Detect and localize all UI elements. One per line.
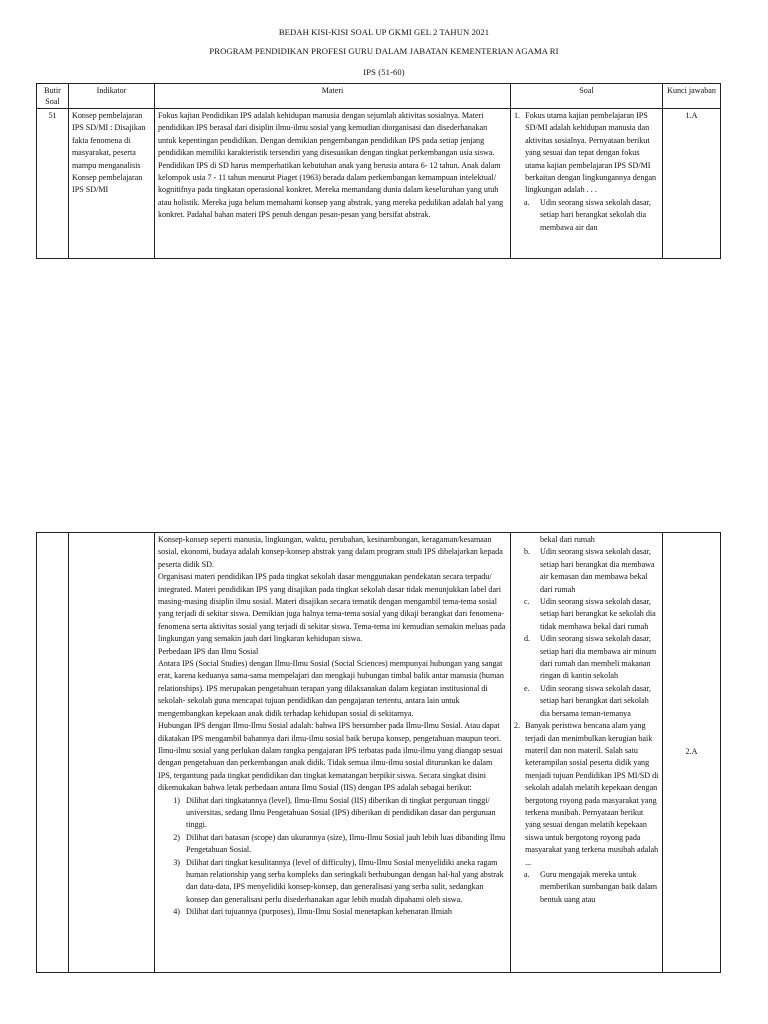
answer-option [524, 633, 659, 683]
option-label: d. [524, 634, 531, 644]
option-text: Udin seorang siswa sekolah dasar, setiap hari dia membawa air minum dari rumah dan membeli makanan ringan di kantin sekolah [540, 634, 657, 681]
soal-cell [511, 533, 663, 973]
table-row [37, 533, 721, 973]
table-row [37, 109, 721, 259]
list-item [164, 906, 507, 918]
doc-section: IPS (51-60) [363, 67, 405, 77]
answer-option [524, 546, 659, 596]
option-label: c. [524, 597, 530, 607]
question-text: Fokus utama kajian pembelajaran IPS SD/MI adalah kehidupan manusia dan aktivitas sosialnya. Pernyataan berikut yang sesuai dan tepat dengan fokus utama kajian pembelajaran IPS SD/MI berkaitan dengan lingkungannya dengan lingkungan adalah . . . [525, 111, 657, 195]
materi-cell [155, 533, 511, 973]
doc-title: BEDAH KISI-KISI SOAL UP GKMI GEL 2 TAHUN 2021 [278, 27, 490, 37]
list-item [164, 795, 507, 832]
answer-option [524, 683, 659, 720]
option-continuation: bekal dari rumah [540, 535, 595, 544]
option-text: Guru mengajak mereka untuk memberikan sumbangan baik dalam bentuk uang atau [540, 869, 658, 904]
indikator-cell: Konsep pembelajaran IPS SD/MI : Disajikan fakta fenomena di masyarakat, peserta mampu menganalisis Konsep pembelajaran IPS SD/MI [69, 109, 155, 259]
materi-paragraph: Konsep-konsep seperti manusia, lingkungan, waktu, perubahan, kesinambungan, keragaman/kesamaan sosial, ekonomi, budaya adalah konsep-konsep abstrak yang dalam program studi IPS dibelajarkan kepada peserta didik SD. [158, 535, 503, 569]
kunci-cell: 2.A [663, 533, 721, 973]
table-header-row [37, 84, 721, 109]
butir-number: 51 [37, 109, 69, 259]
list-item [164, 832, 507, 857]
butir-cell-empty [37, 533, 69, 973]
kisi-table-continued [36, 532, 721, 973]
question-number: 2. [514, 721, 521, 731]
list-text: Dilihat dari batasan (scope) dan ukurannya (size), Ilmu-Ilmu Sosial jauh lebih luas dibanding Ilmu Pengetahuan Sosial. [186, 832, 506, 855]
materi-paragraph: Organisasi materi pendidikan IPS pada tingkat sekolah dasar menggunakan pendekatan secara terpadu/ integrated. Materi pendidikan IPS yang disajikan pada tingkat sekolah dasar tidak menunjukkan label dari masing-masing disiplin ilmu sosial. Materi disajikan secara tematik dengan mengambil tema-tema sosial yang terjadi di sekitar siswa. Demikian juga halnya tema-tema sosial yang dikaji berangkat dari fenomena-fenomena serta aktivitas sosial yang terjadi di sekitar siswa. Tema-tema ini kemudian semakin meluas pada lingkungan yang semakin jauh dari lingkaran kehidupan siswa. [158, 572, 506, 644]
materi-cell: Fokus kajian Pendidikan IPS adalah kehidupan manusia dengan sejumlah aktivitas sosialnya. Materi pendidikan IPS berasal dari disiplin ilmu-ilmu sosial yang kemudian diorganisasi dan disederhanakan untuk kepentingan pendidikan. Dengan demikian pengembangan pendidikan IPS pada setiap jenjang pendidikan memiliki karakteristik tersendiri yang disesuaikan dengan tingkat perkembangan usia siswa. Pendidikan IPS di SD harus memperhatikan kebutuhan anak yang berusia antara 6- 12 tahun. Anak dalam kelompok usia 7 - 11 tahun menurut Piaget (1963) berada dalam perkembangan kemampuan intelektual/ kognitifnya pada tingkatan operasional konkret. Mereka memandang dunia dalam keseluruhan yang utuh atau holistik. Mereka juga belum memahami konsep yang abstrak, yang mereka pedulikan adalah hal yang konkret. Padahal bahan materi IPS penuh dengan pesan-pesan yang bersifat abstrak. [155, 109, 511, 259]
list-text: Dilihat dari tingkat kesulitannya (level of difficulty), Ilmu-Ilmu Sosial menyelidiki aneka ragam human relationship yang serba kompleks dan seringkali berhubungan dengan hal-hal yang abstrak dan data-data, IPS menyelidiki konsep-konsep, dan generalisasi yang serba sulit, sedangkan konsep dan generalisasi perlu disederhanakan agar lebih mudah dipahami oleh siswa. [186, 857, 504, 904]
option-label: a. [524, 869, 530, 879]
col-materi-header: Materi [155, 84, 511, 109]
indikator-cell-empty [69, 533, 155, 973]
option-label: b. [524, 547, 531, 557]
materi-paragraph: Hubungan IPS dengan Ilmu-Ilmu Sosial adalah: bahwa IPS bersumber pada Ilmu-Ilmu Sosial. Atau dapat dikatakan IPS mengambil bahannya dari ilmu-ilmu sosial baik berupa konsep, pengetahuan maupun teori. Ilmu-ilmu sosial yang perlukan dalam rangka pengajaran IPS terbatas pada ilmu-ilmu yang diangap sesuai dengan pengetahuan dan perkembangan anak didik. Tidak semua ilmu-ilmu sosial diturunkan ke dalam IPS, tergantung pada tingkat pendidikan dan tingkat kematangan berpikir siswa. Secara singkat disini dikemukakan bahwa letak perbedaan antara Ilmu Sosial (IIS) dengan IPS adalah sebagai berikut: [158, 721, 503, 793]
option-text: Udin seorang siswa sekolah dasar, setiap hari berangkat dari sekolah dia bersama teman-temanya [540, 683, 651, 718]
col-indikator-header: Indikator [69, 84, 155, 109]
question-number: 1. [514, 111, 521, 120]
option-label: e. [524, 683, 530, 693]
option-label: a. [524, 197, 530, 207]
list-number: 2) [173, 832, 180, 842]
list-number: 1) [173, 795, 180, 805]
option-text: Udin seorang siswa sekolah dasar, setiap hari berangkat dia membawa air kemasan dan membawa bekal dari rumah [540, 547, 655, 594]
doc-subtitle: PROGRAM PENDIDIKAN PROFESI GURU DALAM JABATAN KEMENTERIAN AGAMA RI [209, 46, 559, 56]
question-2 [514, 720, 659, 869]
col-kunci-header: Kunci jawaban [663, 84, 721, 109]
list-number: 3) [173, 857, 180, 867]
list-number: 4) [173, 907, 180, 917]
col-soal-header: Soal [511, 84, 663, 109]
kisi-table-top [36, 83, 721, 259]
question-1 [514, 110, 659, 197]
option-text: Udin seorang siswa sekolah dasar, setiap hari berangkat ke sekolah dia tidak membawa bekal dari rumah [540, 597, 656, 631]
materi-subheading: Perbedaan IPS dan Ilmu Sosial [158, 646, 259, 656]
option-text: Udin seorang siswa sekolah dasar, setiap hari berangkat sekolah dia membawa air dan [540, 197, 651, 232]
question-text: Banyak peristiwa bencana alam yang terjadi dan menimbulkan kerugian baik materil dan non materil. Salah satu keterampilan sosial peserta didik yang menjadi tujuan Pendidikan IPS MI/SD di sekolah adalah melatih kepekaan dengan bergotong royong pada masyarakat yang terkena musibah. Pernyataan berikut yang sesuai dengan melatih kepekaan siswa untuk bergotong royong pada masyarakat yang terkena musibah adalah ... [525, 721, 659, 867]
list-text: Dilihat dari tingkatannya (level), Ilmu-Ilmu Sosial (IIS) diberikan di tingkat perguruan tinggi/ universitas, sedang Ilmu Pengetahuan Sosial (IPS) diberikan di pendidikan dasar dan perguruan tinggi. [186, 795, 496, 830]
list-text: Dilihat dari tujuannya (purposes), Ilmu-Ilmu Sosial menetapkan kebenaran Ilmiah [186, 907, 452, 917]
answer-option [524, 596, 659, 633]
list-item [164, 857, 507, 907]
kunci-cell: 1.A [663, 109, 721, 259]
col-butir-header: Butir Soal [37, 84, 69, 109]
soal-cell [511, 109, 663, 259]
answer-option [524, 869, 659, 906]
materi-paragraph: Antara IPS (Social Studies) dengan Ilmu-Ilmu Sosial (Social Sciences) mempunyai hubungan yang sangat erat, karena keduanya sama-sama mempelajari dan mengkaji hubungan timbal balik antar manusia (human relationships). IPS merupakan pengetahuan terapan yang dilaksanakan dalam kegiatan institusional di sekolah- sekolah guna mencapai tujuan pendidikan dan pengajaran tertentu, antara lain untuk mengembangkan kepekaan anak didik terhadap kehidupan sosial di sekitarnya. [158, 659, 504, 718]
answer-option [524, 197, 659, 234]
